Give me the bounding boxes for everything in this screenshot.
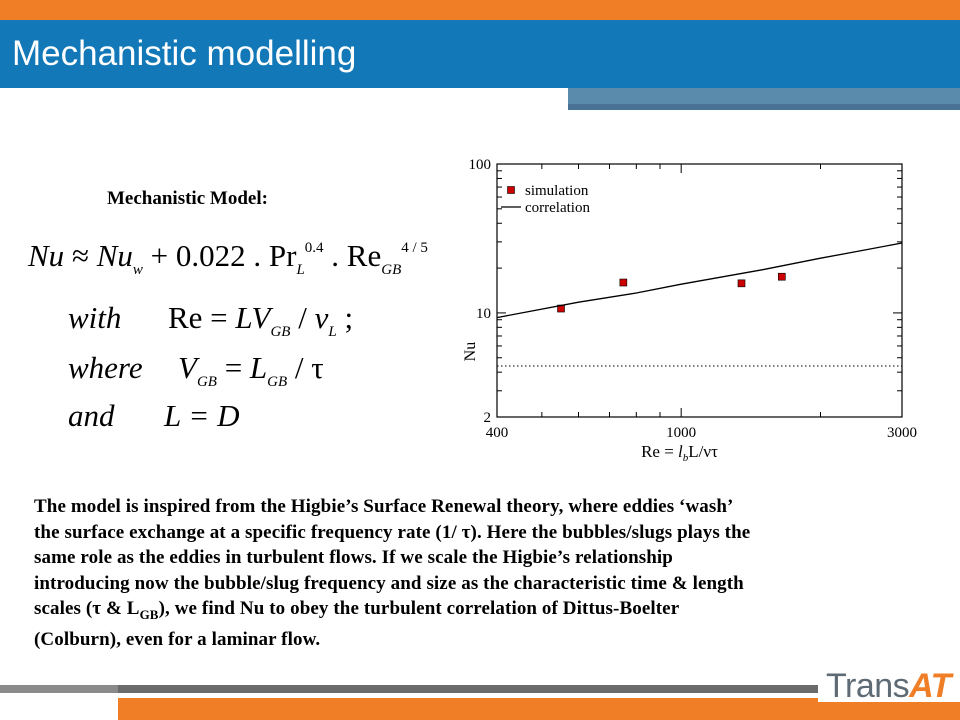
eq1-approx: ≈ <box>64 238 97 273</box>
simulation-point <box>738 280 745 287</box>
eq1-nu: Nu <box>28 238 65 273</box>
x-tick-label: 400 <box>485 425 509 441</box>
description-line: introducing now the bubble/slug frequency and size as the characteristic time & length <box>34 572 744 594</box>
description-line <box>34 596 934 627</box>
logo-at: AT <box>909 667 951 705</box>
x-label-part: Re = <box>641 442 679 461</box>
eq3-GB2: GB <box>267 374 288 390</box>
line5-sub: GB <box>139 606 159 622</box>
simulation-point <box>778 273 785 280</box>
eq2-GB: GB <box>270 324 291 340</box>
page-title: Mechanistic modelling <box>12 34 357 73</box>
top-orange-band <box>0 0 960 20</box>
eq2-re: Re = <box>168 300 236 335</box>
y-tick-label: 2 <box>483 410 491 426</box>
footer-gray-band-left <box>0 685 118 693</box>
x-label-part: b <box>682 452 689 464</box>
eq4-word: and <box>68 398 115 433</box>
correlation-line <box>497 243 902 318</box>
x-label-part: l <box>678 442 683 461</box>
eq1-exp2: 4 / 5 <box>401 240 428 256</box>
y-axis-label: Nu <box>462 341 479 362</box>
equation-length <box>68 398 240 434</box>
eq4-rest: L = D <box>164 398 240 433</box>
title-accent-strip-dark <box>568 104 960 110</box>
description-line: the surface exchange at a specific frequency rate (1/ τ). Here the bubbles/slugs plays the <box>34 521 751 543</box>
legend-label-simulation: simulation <box>525 183 589 199</box>
description-line: (Colburn), even for a laminar flow. <box>34 629 321 651</box>
eq1-dot: . Re <box>323 238 382 273</box>
eq2-slash: / <box>290 300 315 335</box>
footer-gray-band <box>118 685 818 693</box>
eq3-v: V <box>178 350 197 385</box>
equation-nusselt <box>28 238 428 278</box>
eq3-rest: / τ <box>287 350 324 385</box>
x-tick-label: 1000 <box>666 425 697 441</box>
eq1-w: w <box>132 262 143 278</box>
description-line: The model is inspired from the Higbie’s Surface Renewal theory, where eddies ‘wash’ <box>34 496 734 517</box>
eq3-word: where <box>68 350 143 385</box>
eq1-plus: + 0.022 . Pr <box>142 238 297 273</box>
nu-vs-re-chart <box>440 150 940 470</box>
x-tick-label: 3000 <box>887 425 917 441</box>
eq2-nu: ν <box>314 300 329 335</box>
y-tick-label: 100 <box>468 157 491 173</box>
legend-label-correlation: correlation <box>525 200 590 216</box>
eq3-eq: = <box>216 350 250 385</box>
legend-marker-simulation <box>508 187 515 194</box>
logo-trans: Trans <box>826 667 910 705</box>
equation-reynolds <box>68 300 354 340</box>
eq3-l: L <box>249 350 268 385</box>
equation-velocity <box>68 350 324 390</box>
transat-logo <box>826 666 951 706</box>
line5-post: ), we find Nu to obey the turbulent correlation of Dittus-Boelter <box>158 598 680 619</box>
eq2-L: L <box>328 324 337 340</box>
description-paragraph <box>34 494 934 653</box>
eq1-L: L <box>296 262 305 278</box>
eq2-word: with <box>68 300 122 335</box>
eq1-exp1: 0.4 <box>304 240 324 256</box>
eq1-GB: GB <box>381 262 402 278</box>
description-line: same role as the eddies in turbulent flows. If we scale the Higbie’s relationship <box>34 547 673 568</box>
eq3-GB: GB <box>196 374 217 390</box>
y-tick-label: 10 <box>476 305 491 322</box>
model-label: Mechanistic Model: <box>107 188 268 209</box>
eq2-semi: ; <box>336 300 354 335</box>
simulation-point <box>620 279 627 286</box>
x-label-part: L/ντ <box>688 442 718 461</box>
eq1-nuw: Nu <box>96 238 133 273</box>
eq2-lv: LV <box>235 300 271 335</box>
x-axis-label <box>641 442 718 464</box>
line5-pre: scales (τ & L <box>34 598 140 619</box>
